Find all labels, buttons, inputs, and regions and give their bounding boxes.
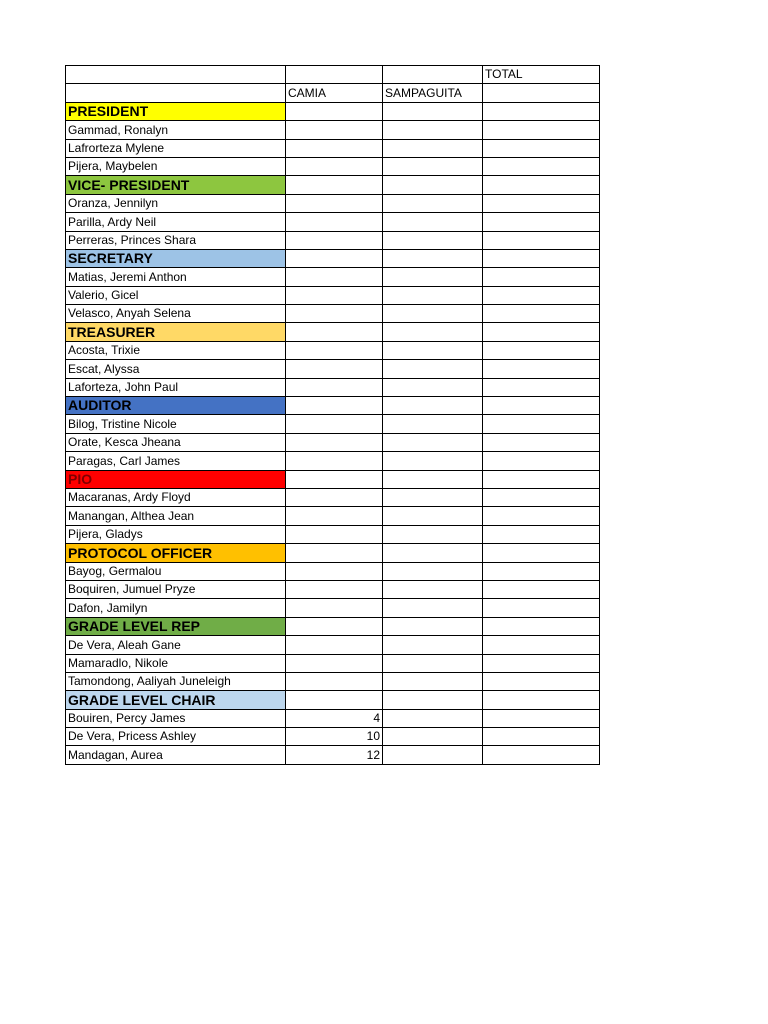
camia-votes-cell[interactable] [286,378,383,396]
candidate-row [66,654,600,672]
candidate-row [66,286,600,304]
camia-votes-cell[interactable] [286,213,383,231]
candidate-row [66,562,600,580]
empty-cell[interactable] [383,544,483,562]
total-votes-cell[interactable] [483,286,600,304]
empty-cell[interactable] [286,691,383,709]
empty-cell[interactable] [483,102,600,120]
camia-votes-cell[interactable] [286,341,383,359]
candidate-row [66,580,600,598]
candidate-name-cell[interactable]: De Vera, Aleah Gane [66,636,286,654]
total-votes-cell[interactable] [483,194,600,212]
total-votes-cell[interactable] [483,121,600,139]
section-title[interactable]: TREASURER [66,323,286,341]
camia-header[interactable]: CAMIA [286,84,383,102]
candidate-row [66,452,600,470]
candidate-name-cell[interactable]: Oranza, Jennilyn [66,194,286,212]
sampaguita-votes-cell[interactable] [383,636,483,654]
section-row [66,617,600,635]
sampaguita-votes-cell[interactable] [383,562,483,580]
candidate-row [66,268,600,286]
candidate-name-cell[interactable]: Velasco, Anyah Selena [66,305,286,323]
candidate-name-cell[interactable]: Valerio, Gicel [66,286,286,304]
camia-votes-cell[interactable] [286,157,383,175]
total-votes-cell[interactable] [483,636,600,654]
candidate-row [66,213,600,231]
section-title[interactable]: GRADE LEVEL CHAIR [66,691,286,709]
empty-cell[interactable] [483,470,600,488]
total-votes-cell[interactable] [483,452,600,470]
header-blank-cell[interactable] [483,84,600,102]
total-votes-cell[interactable] [483,433,600,451]
sampaguita-votes-cell[interactable] [383,121,483,139]
sampaguita-header[interactable]: SAMPAGUITA [383,84,483,102]
total-votes-cell[interactable] [483,415,600,433]
candidate-name-cell[interactable]: Escat, Alyssa [66,360,286,378]
candidate-name-cell[interactable]: Orate, Kesca Jheana [66,433,286,451]
sampaguita-votes-cell[interactable] [383,507,483,525]
candidate-row [66,728,600,746]
total-votes-cell[interactable] [483,728,600,746]
total-votes-cell[interactable] [483,562,600,580]
empty-cell[interactable] [483,691,600,709]
empty-cell[interactable] [383,323,483,341]
total-votes-cell[interactable] [483,139,600,157]
sampaguita-votes-cell[interactable] [383,378,483,396]
camia-votes-cell[interactable] [286,525,383,543]
candidate-name-cell[interactable]: Pijera, Maybelen [66,157,286,175]
candidate-row [66,194,600,212]
sampaguita-votes-cell[interactable] [383,488,483,506]
total-votes-cell[interactable] [483,709,600,727]
candidate-name-cell[interactable]: Manangan, Althea Jean [66,507,286,525]
empty-cell[interactable] [286,544,383,562]
empty-cell[interactable] [383,176,483,194]
camia-votes-cell[interactable]: 4 [286,709,383,727]
candidate-name-cell[interactable]: Pijera, Gladys [66,525,286,543]
camia-votes-cell[interactable] [286,580,383,598]
camia-votes-cell[interactable] [286,121,383,139]
sheet-body [66,66,600,765]
header-blank-cell[interactable] [383,66,483,84]
sampaguita-votes-cell[interactable] [383,341,483,359]
section-row [66,691,600,709]
candidate-row [66,525,600,543]
candidate-row [66,636,600,654]
empty-cell[interactable] [286,397,383,415]
candidate-name-cell[interactable]: De Vera, Pricess Ashley [66,728,286,746]
sampaguita-votes-cell[interactable] [383,654,483,672]
candidate-name-cell[interactable]: Matias, Jeremi Anthon [66,268,286,286]
camia-votes-cell[interactable] [286,562,383,580]
candidate-name-cell[interactable]: Paragas, Carl James [66,452,286,470]
sampaguita-votes-cell[interactable] [383,157,483,175]
total-votes-cell[interactable] [483,378,600,396]
total-votes-cell[interactable] [483,268,600,286]
sampaguita-votes-cell[interactable] [383,452,483,470]
camia-votes-cell[interactable] [286,415,383,433]
sampaguita-votes-cell[interactable] [383,709,483,727]
total-votes-cell[interactable] [483,746,600,764]
camia-votes-cell[interactable] [286,636,383,654]
total-votes-cell[interactable] [483,213,600,231]
sampaguita-votes-cell[interactable] [383,139,483,157]
total-votes-cell[interactable] [483,305,600,323]
candidate-row [66,139,600,157]
camia-votes-cell[interactable]: 12 [286,746,383,764]
section-row [66,544,600,562]
empty-cell[interactable] [483,323,600,341]
candidate-name-cell[interactable]: Bayog, Germalou [66,562,286,580]
camia-votes-cell[interactable] [286,507,383,525]
candidate-name-cell[interactable]: Boquiren, Jumuel Pryze [66,580,286,598]
empty-cell[interactable] [483,397,600,415]
header-blank-cell[interactable] [66,84,286,102]
sampaguita-votes-cell[interactable] [383,213,483,231]
candidate-row [66,121,600,139]
empty-cell[interactable] [286,249,383,267]
candidate-name-cell[interactable]: Bouiren, Percy James [66,709,286,727]
section-title[interactable]: SECRETARY [66,249,286,267]
section-row [66,102,600,120]
sampaguita-votes-cell[interactable] [383,525,483,543]
empty-cell[interactable] [383,691,483,709]
candidate-row [66,507,600,525]
candidate-row [66,378,600,396]
candidate-name-cell[interactable]: Lafrorteza Mylene [66,139,286,157]
section-row [66,249,600,267]
total-votes-cell[interactable] [483,231,600,249]
candidate-row [66,488,600,506]
camia-votes-cell[interactable] [286,452,383,470]
sampaguita-votes-cell[interactable] [383,415,483,433]
camia-votes-cell[interactable] [286,231,383,249]
total-votes-cell[interactable] [483,360,600,378]
empty-cell[interactable] [286,323,383,341]
empty-cell[interactable] [383,397,483,415]
section-row [66,470,600,488]
candidate-row [66,157,600,175]
candidate-name-cell[interactable]: Macaranas, Ardy Floyd [66,488,286,506]
vote-tally-sheet [65,65,600,765]
total-votes-cell[interactable] [483,599,600,617]
candidate-row [66,305,600,323]
camia-votes-cell[interactable] [286,305,383,323]
candidate-name-cell[interactable]: Perreras, Princes Shara [66,231,286,249]
candidate-row [66,709,600,727]
candidate-row [66,341,600,359]
total-votes-cell[interactable] [483,507,600,525]
total-votes-cell[interactable] [483,654,600,672]
total-votes-cell[interactable] [483,157,600,175]
candidate-name-cell[interactable]: Mamaradlo, Nikole [66,654,286,672]
candidate-name-cell[interactable]: Mandagan, Aurea [66,746,286,764]
empty-cell[interactable] [383,470,483,488]
header-row-1 [66,66,600,84]
camia-votes-cell[interactable] [286,488,383,506]
section-title[interactable]: PRESIDENT [66,102,286,120]
sampaguita-votes-cell[interactable] [383,286,483,304]
camia-votes-cell[interactable] [286,268,383,286]
header-blank-cell[interactable] [286,66,383,84]
camia-votes-cell[interactable] [286,360,383,378]
camia-votes-cell[interactable] [286,599,383,617]
empty-cell[interactable] [483,544,600,562]
sampaguita-votes-cell[interactable] [383,599,483,617]
sampaguita-votes-cell[interactable] [383,231,483,249]
sampaguita-votes-cell[interactable] [383,746,483,764]
sampaguita-votes-cell[interactable] [383,580,483,598]
candidate-name-cell[interactable]: Dafon, Jamilyn [66,599,286,617]
empty-cell[interactable] [286,617,383,635]
section-row [66,176,600,194]
section-title[interactable]: VICE- PRESIDENT [66,176,286,194]
candidate-name-cell[interactable]: Parilla, Ardy Neil [66,213,286,231]
candidate-row [66,360,600,378]
camia-votes-cell[interactable]: 10 [286,728,383,746]
candidate-name-cell[interactable]: Tamondong, Aaliyah Juneleigh [66,672,286,690]
sampaguita-votes-cell[interactable] [383,728,483,746]
empty-cell[interactable] [483,176,600,194]
sampaguita-votes-cell[interactable] [383,433,483,451]
candidate-name-cell[interactable]: Laforteza, John Paul [66,378,286,396]
section-title[interactable]: PROTOCOL OFFICER [66,544,286,562]
section-row [66,397,600,415]
sampaguita-votes-cell[interactable] [383,360,483,378]
empty-cell[interactable] [286,102,383,120]
camia-votes-cell[interactable] [286,654,383,672]
section-title[interactable]: GRADE LEVEL REP [66,617,286,635]
empty-cell[interactable] [483,249,600,267]
total-votes-cell[interactable] [483,525,600,543]
empty-cell[interactable] [383,102,483,120]
total-votes-cell[interactable] [483,341,600,359]
total-header[interactable]: TOTAL [483,66,600,84]
camia-votes-cell[interactable] [286,139,383,157]
camia-votes-cell[interactable] [286,286,383,304]
candidate-row [66,672,600,690]
empty-cell[interactable] [383,617,483,635]
empty-cell[interactable] [286,176,383,194]
empty-cell[interactable] [383,249,483,267]
camia-votes-cell[interactable] [286,194,383,212]
camia-votes-cell[interactable] [286,433,383,451]
total-votes-cell[interactable] [483,580,600,598]
empty-cell[interactable] [483,617,600,635]
section-row [66,323,600,341]
header-blank-cell[interactable] [66,66,286,84]
sampaguita-votes-cell[interactable] [383,672,483,690]
camia-votes-cell[interactable] [286,672,383,690]
header-row-2 [66,84,600,102]
sampaguita-votes-cell[interactable] [383,305,483,323]
candidate-row [66,599,600,617]
candidate-row [66,231,600,249]
candidate-row [66,433,600,451]
candidate-row [66,746,600,764]
candidate-name-cell[interactable]: Gammad, Ronalyn [66,121,286,139]
candidate-name-cell[interactable]: Bilog, Tristine Nicole [66,415,286,433]
total-votes-cell[interactable] [483,488,600,506]
empty-cell[interactable] [286,470,383,488]
candidate-name-cell[interactable]: Acosta, Trixie [66,341,286,359]
candidate-row [66,415,600,433]
total-votes-cell[interactable] [483,672,600,690]
sampaguita-votes-cell[interactable] [383,268,483,286]
sampaguita-votes-cell[interactable] [383,194,483,212]
section-title[interactable]: PIO [66,470,286,488]
section-title[interactable]: AUDITOR [66,397,286,415]
